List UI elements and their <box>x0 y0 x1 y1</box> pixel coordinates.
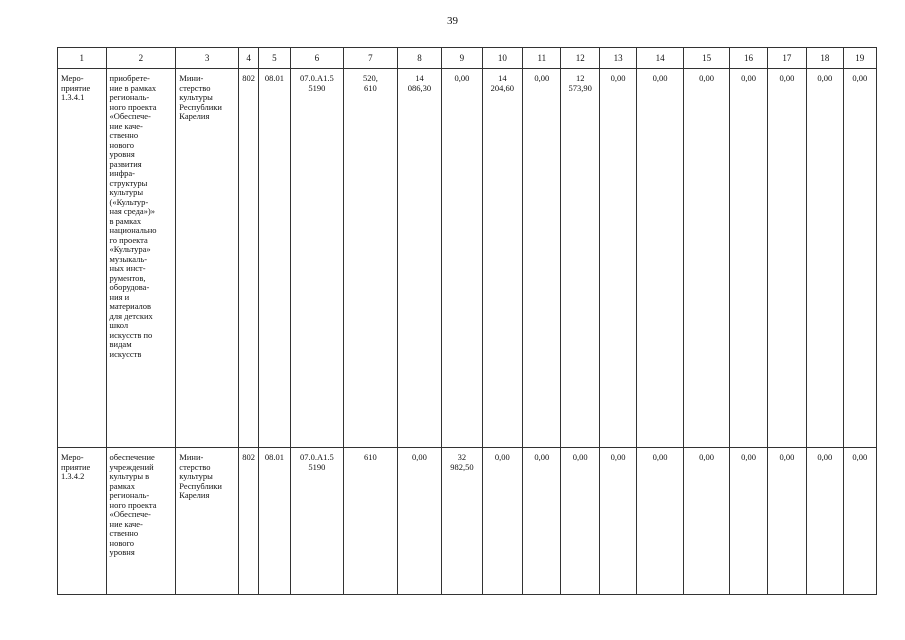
column-number: 9 <box>442 48 482 69</box>
column-number: 16 <box>730 48 767 69</box>
page-number: 39 <box>447 15 458 27</box>
table-cell: 12 573,90 <box>561 69 599 448</box>
table-cell: 0,00 <box>767 448 806 595</box>
column-number-row <box>58 48 877 69</box>
executor-cell: Мини- стерство культуры Республики Карелия <box>176 448 239 595</box>
table-cell: 0,00 <box>442 69 482 448</box>
table-cell: 0,00 <box>807 448 843 595</box>
table-cell: 0,00 <box>843 448 876 595</box>
table-cell: 0,00 <box>482 448 522 595</box>
column-number: 11 <box>523 48 561 69</box>
table-cell: 0,00 <box>683 69 730 448</box>
table-cell: 520, 610 <box>344 69 398 448</box>
table-cell: 14 204,60 <box>482 69 522 448</box>
column-number: 13 <box>599 48 636 69</box>
table-cell: 802 <box>238 69 258 448</box>
column-number: 12 <box>561 48 599 69</box>
table-cell: 802 <box>238 448 258 595</box>
table-row <box>58 69 877 448</box>
table-cell: 610 <box>344 448 398 595</box>
column-number: 7 <box>344 48 398 69</box>
table-cell: 0,00 <box>523 448 561 595</box>
column-number: 18 <box>807 48 843 69</box>
table-cell: 0,00 <box>730 448 767 595</box>
column-number: 17 <box>767 48 806 69</box>
column-number: 15 <box>683 48 730 69</box>
executor-cell: Мини- стерство культуры Республики Карелия <box>176 69 239 448</box>
table-cell: 0,00 <box>683 448 730 595</box>
table-cell: 0,00 <box>843 69 876 448</box>
table-cell: 14 086,30 <box>397 69 441 448</box>
table-cell: 0,00 <box>523 69 561 448</box>
event-cell: Меро- приятие 1.3.4.2 <box>58 448 107 595</box>
column-number: 1 <box>58 48 107 69</box>
column-number: 19 <box>843 48 876 69</box>
column-number: 6 <box>290 48 344 69</box>
table-row <box>58 448 877 595</box>
column-number: 10 <box>482 48 522 69</box>
column-number: 4 <box>238 48 258 69</box>
table-cell: 07.0.A1.5 5190 <box>290 448 344 595</box>
table-cell: 0,00 <box>561 448 599 595</box>
table-cell: 08.01 <box>259 69 290 448</box>
table-cell: 0,00 <box>599 448 636 595</box>
table-cell: 0,00 <box>397 448 441 595</box>
column-number: 3 <box>176 48 239 69</box>
table-cell: 0,00 <box>599 69 636 448</box>
column-number: 2 <box>106 48 176 69</box>
table-cell: 0,00 <box>807 69 843 448</box>
table-cell: 0,00 <box>730 69 767 448</box>
table-cell: 08.01 <box>259 448 290 595</box>
budget-table <box>57 47 877 595</box>
column-number: 8 <box>397 48 441 69</box>
table-cell: 0,00 <box>767 69 806 448</box>
table-cell: 0,00 <box>637 69 684 448</box>
table-cell: 32 982,50 <box>442 448 482 595</box>
table-cell: 07.0.A1.5 5190 <box>290 69 344 448</box>
column-number: 5 <box>259 48 290 69</box>
description-cell: приобрете- ние в рамках региональ- ного проекта «Обеспече- ние каче- ственно нового уровня развития инфра- структуры культуры («Культур- ная среда»)» в рамках национально го проекта «Культура» музыкаль- ных инст- рументов, оборудова- ния и материалов для детских школ искусств по видам искусств <box>106 69 176 448</box>
description-cell: обеспечение учреждений культуры в рамках региональ- ного проекта «Обеспече- ние каче- ственно нового уровня <box>106 448 176 595</box>
column-number: 14 <box>637 48 684 69</box>
table-cell: 0,00 <box>637 448 684 595</box>
event-cell: Меро- приятие 1.3.4.1 <box>58 69 107 448</box>
